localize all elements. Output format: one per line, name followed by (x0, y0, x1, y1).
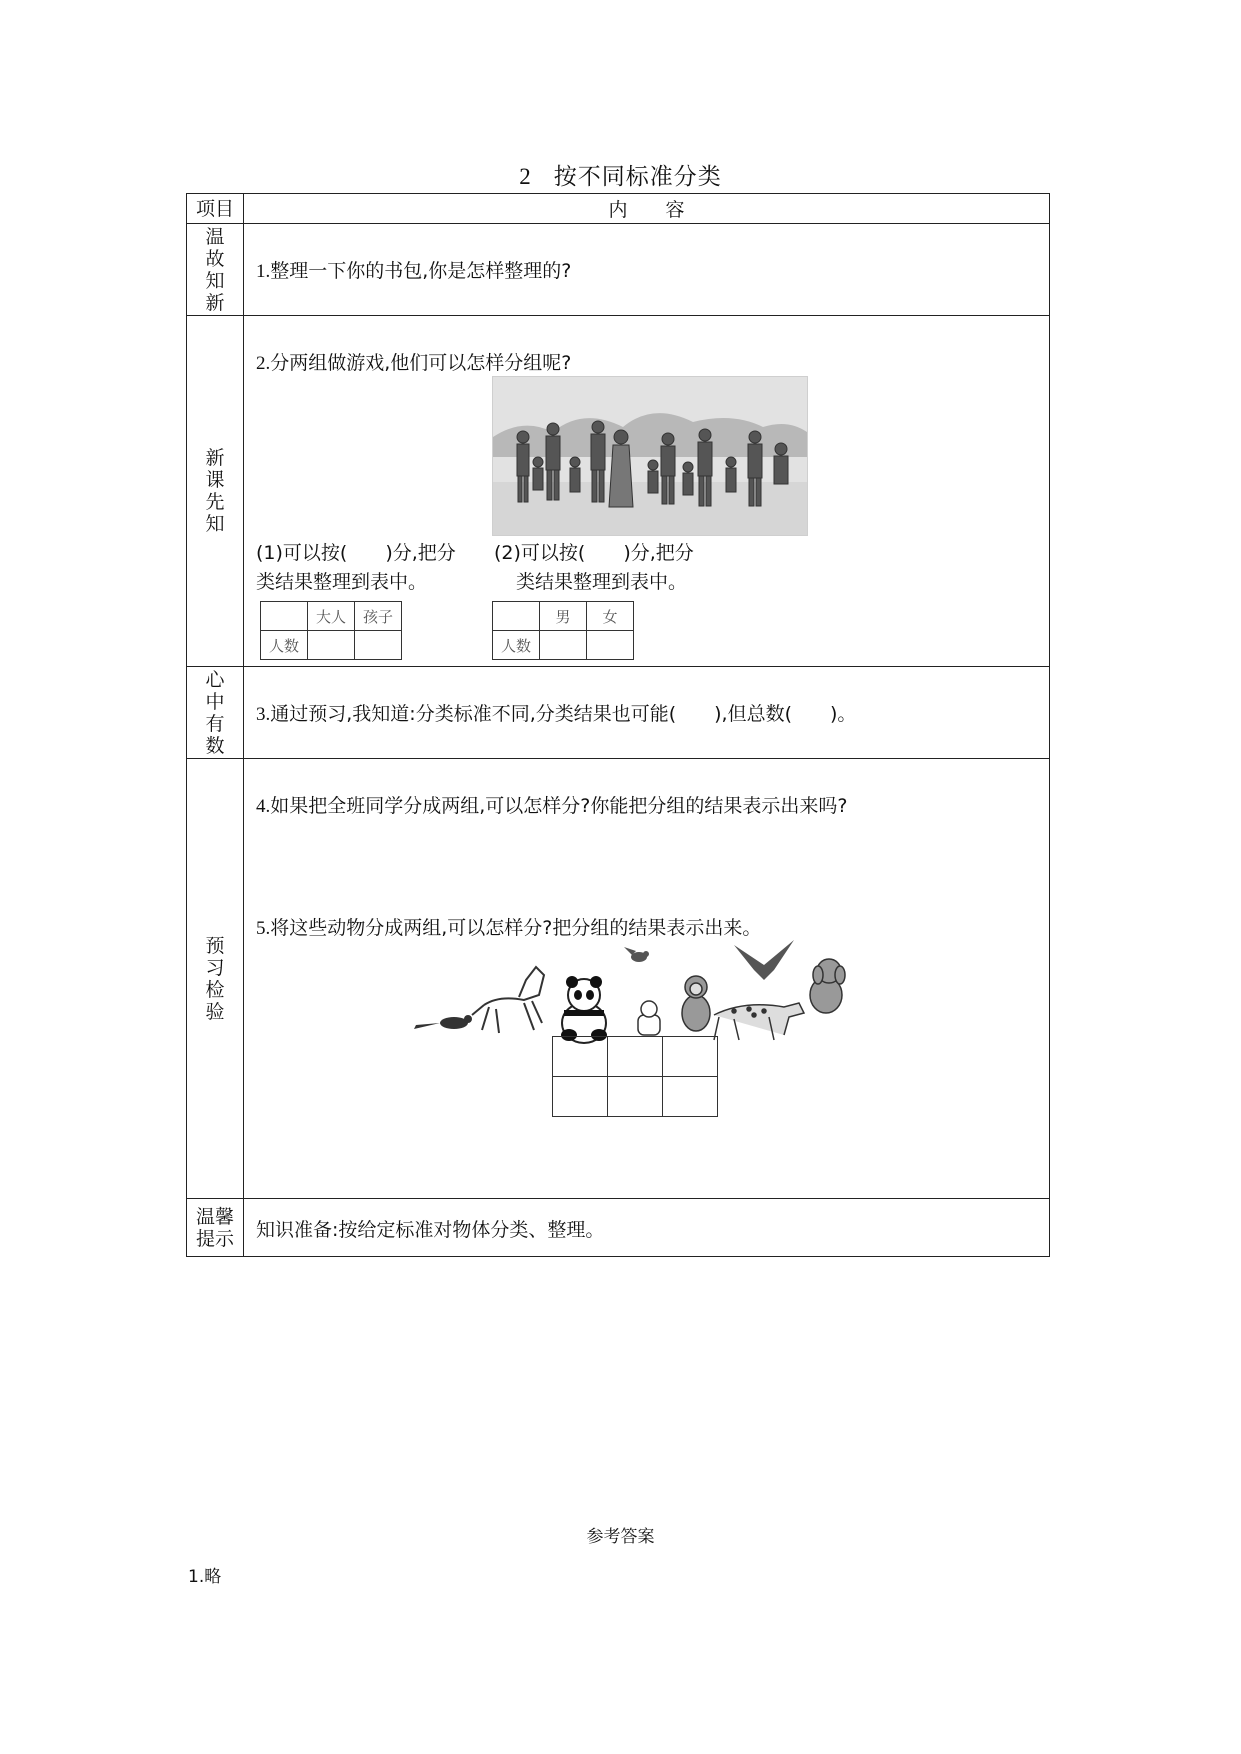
table-header-row (187, 194, 1050, 224)
part-2-line-2: 类结果整理到表中。 (516, 571, 688, 593)
table-header-cell: 大人 (308, 602, 355, 631)
sparrow-icon (624, 947, 649, 962)
content-review (244, 224, 1050, 316)
table-answer-cell[interactable] (540, 631, 587, 660)
tip-text: 知识准备:按给定标准对物体分类、整理。 (256, 1219, 605, 1241)
dog-icon (810, 959, 845, 1013)
eagle-icon (734, 940, 794, 980)
table-answer-cell[interactable] (587, 631, 634, 660)
panda-icon (561, 976, 607, 1043)
magpie-icon (414, 1015, 472, 1029)
question-3: 3.通过预习,我知道:分类标准不同,分类结果也可能( ),但总数( )。 (256, 703, 857, 725)
question-4: 4.如果把全班同学分成两组,可以怎样分?你能把分组的结果表示出来吗? (256, 795, 848, 817)
lesson-number: 2 (519, 164, 532, 189)
table-header-cell: 女 (587, 602, 634, 631)
boys-girls-table (492, 601, 634, 660)
children-playing-image (492, 376, 808, 536)
row-tip (187, 1199, 1050, 1257)
table-row-label: 人数 (261, 631, 308, 660)
answer-heading: 参考答案 (586, 1527, 655, 1547)
adults-children-table (260, 601, 402, 660)
header-content: 内 容 (244, 194, 1050, 224)
lesson-title: 按不同标准分类 (553, 164, 722, 190)
content-preview-check (244, 759, 1050, 1199)
table-answer-cell[interactable] (355, 631, 402, 660)
row-summary (187, 667, 1050, 759)
answer-cell[interactable] (553, 1077, 608, 1117)
table-header-cell: 男 (540, 602, 587, 631)
table-corner-cell (261, 602, 308, 631)
label-review: 温 故 知 新 (187, 224, 244, 316)
part-2-line-1: (2)可以按( )分,把分 (494, 542, 694, 564)
table-row-label: 人数 (493, 631, 540, 660)
answer-cell[interactable] (663, 1077, 718, 1117)
horse-icon (472, 967, 544, 1033)
table-header-cell: 孩子 (355, 602, 402, 631)
leopard-icon (714, 1003, 804, 1040)
row-review (187, 224, 1050, 316)
question-2: 2.分两组做游戏,他们可以怎样分组呢? (256, 352, 572, 374)
animal-grouping-table (552, 1036, 718, 1117)
row-new-lesson (187, 316, 1050, 667)
label-tip: 温馨 提示 (187, 1199, 244, 1257)
table-answer-cell[interactable] (308, 631, 355, 660)
content-tip (244, 1199, 1050, 1257)
label-new-lesson: 新 课 先 知 (187, 316, 244, 667)
answer-cell[interactable] (663, 1037, 718, 1077)
answer-1: 1.略 (188, 1567, 222, 1587)
row-preview-check (187, 759, 1050, 1199)
answer-cell[interactable] (608, 1037, 663, 1077)
label-summary: 心 中 有 数 (187, 667, 244, 759)
monkey-icon (682, 976, 710, 1031)
label-preview-check: 预 习 检 验 (187, 759, 244, 1199)
part-1-line-1: (1)可以按( )分,把分 (256, 542, 456, 564)
question-5: 5.将这些动物分成两组,可以怎样分?把分组的结果表示出来。 (256, 917, 762, 939)
part-1-line-2: 类结果整理到表中。 (256, 571, 428, 593)
content-summary (244, 667, 1050, 759)
lesson-table (186, 193, 1050, 1257)
table-corner-cell (493, 602, 540, 631)
answer-cell[interactable] (608, 1077, 663, 1117)
puppy-icon (638, 1001, 660, 1035)
header-item: 项目 (187, 194, 244, 224)
question-1: 1.整理一下你的书包,你是怎样整理的? (256, 260, 572, 282)
content-new-lesson (244, 316, 1050, 667)
page-title (0, 158, 1241, 191)
answer-cell[interactable] (553, 1037, 608, 1077)
